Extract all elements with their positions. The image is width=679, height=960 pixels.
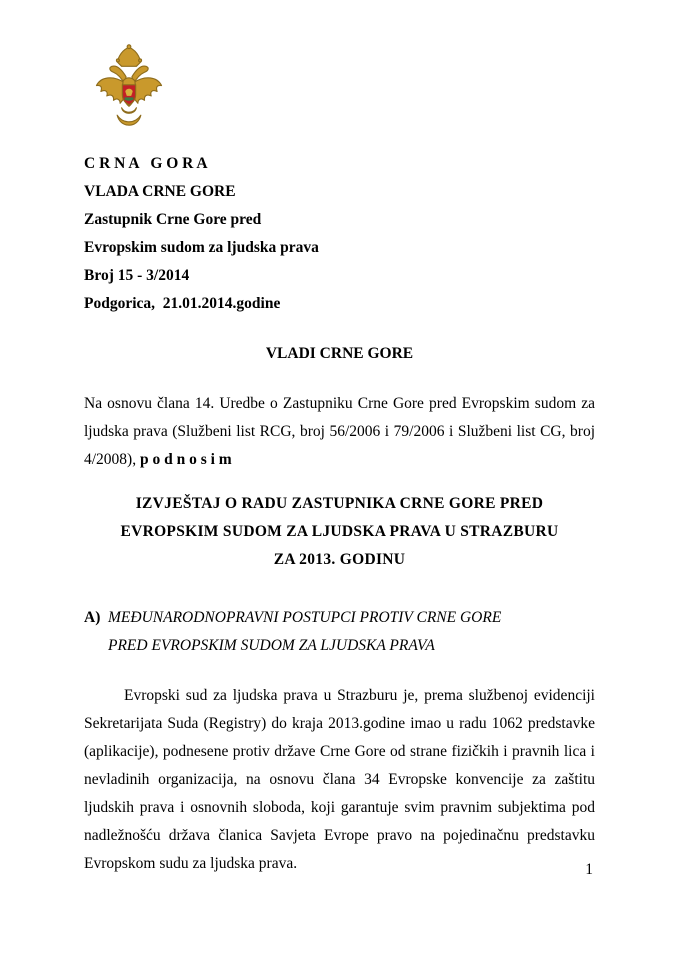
letterhead-office-line1: Zastupnik Crne Gore pred <box>84 211 262 228</box>
intro-text: Na osnovu člana 14. Uredbe o Zastupniku Crne Gore pred Evropskim sudom za ljudska prava (Službeni list RCG, broj 56/2006 i 79/2006 i Službeni list CG, broj 4/2008), <box>84 395 595 468</box>
letterhead-office-line2: Evropskim sudom za ljudska prava <box>84 239 319 256</box>
section-a-heading-line1 <box>84 604 595 632</box>
report-title-line1: IZVJEŠTAJ O RADU ZASTUPNIKA CRNE GORE PRED <box>135 495 544 512</box>
section-a-label: A) <box>84 609 101 626</box>
montenegro-coat-of-arms-icon <box>92 44 166 136</box>
letterhead-country: C R N A G O R A <box>84 155 208 172</box>
body-paragraph <box>84 682 595 878</box>
section-a-heading-text1: MEĐUNARODNOPRAVNI POSTUPCI PROTIV CRNE GORE <box>108 609 502 626</box>
letterhead-government: VLADA CRNE GORE <box>84 183 236 200</box>
letterhead-number: Broj 15 - 3/2014 <box>84 267 190 284</box>
report-title <box>84 490 595 574</box>
body-paragraph-text: Evropski sud za ljudska prava u Strazburu je, prema službenoj evidenciji Sekretarijata Suda (Registry) do kraja 2013.godine imao u radu 1062 predstavke (aplikacije), podnesene protiv države Crne Gore od strane fizičkih i pravnih lica i nevladinih organizacija, na osnovu člana 34 Evropske konvencije za zaštitu ljudskih prava i osnovnih sloboda, koji garantuje svim pravnim subjektima pod nadležnošću država članica Savjeta Evrope pravo na pojedinačnu predstavku Evropskom sudu za ljudska prava. <box>84 687 595 872</box>
intro-paragraph <box>84 390 595 474</box>
intro-emphasis: p o d n o s i m <box>139 451 232 468</box>
addressee-line: VLADI CRNE GORE <box>265 345 414 362</box>
letterhead <box>84 150 595 318</box>
page-number: 1 <box>585 861 593 878</box>
section-a-heading <box>84 604 595 660</box>
report-title-line2: EVROPSKIM SUDOM ZA LJUDSKA PRAVA U STRAZBURU <box>120 523 559 540</box>
section-a-heading-line2: PRED EVROPSKIM SUDOM ZA LJUDSKA PRAVA <box>108 637 435 654</box>
letterhead-place-date: Podgorica, 21.01.2014.godine <box>84 295 281 312</box>
report-title-line3: ZA 2013. GODINU <box>273 551 406 568</box>
